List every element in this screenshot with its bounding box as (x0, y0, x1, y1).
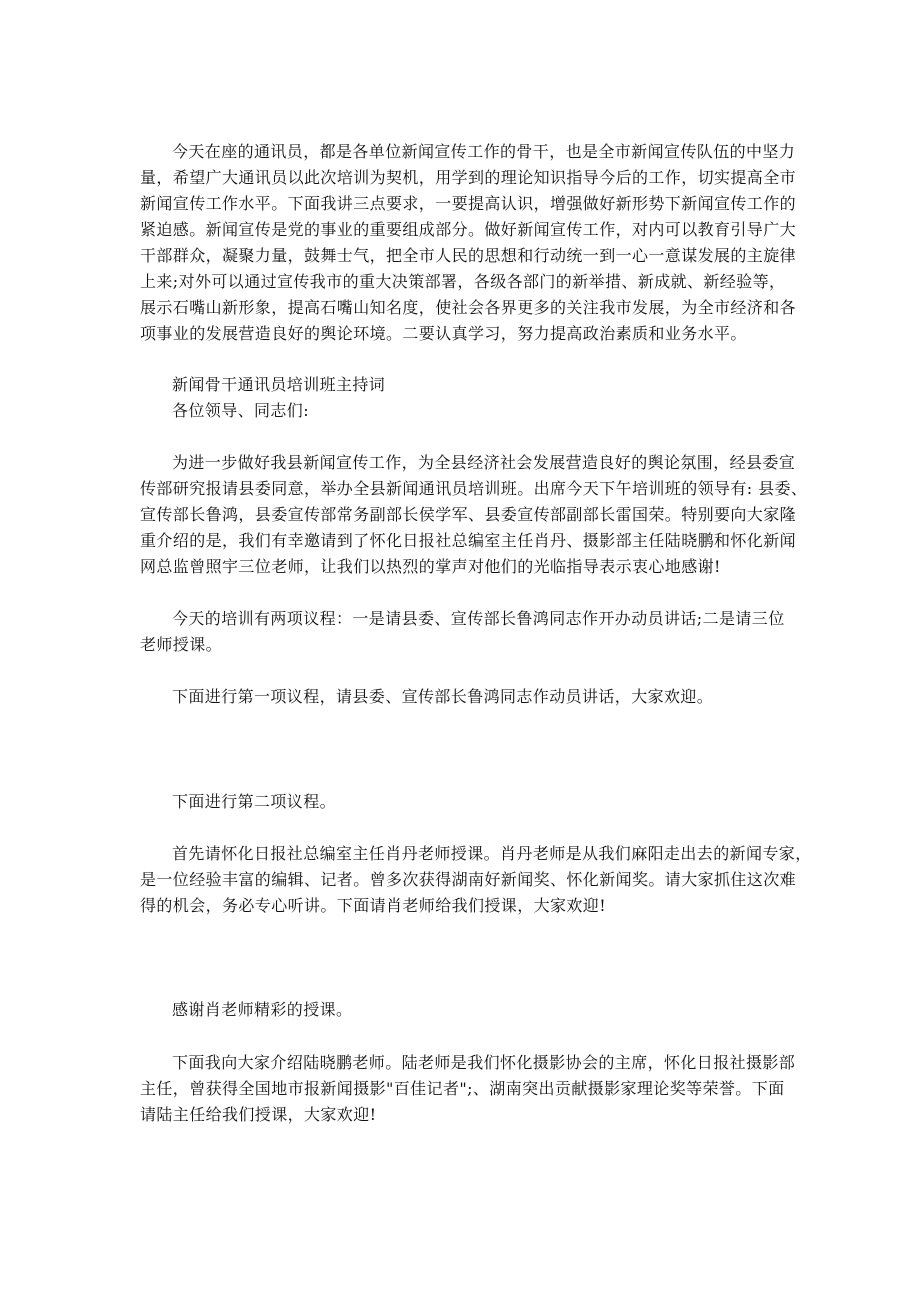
paragraph-2-line-2: 传部研究报请县委同意，举办全县新闻通讯员培训班。出席今天下午培训班的领导有: 县委、 (140, 479, 808, 498)
paragraph-1-line-4: 紧迫感。新闻宣传是党的事业的重要组成部分。做好新闻宣传工作，对内可以教育引导广大 (140, 220, 797, 239)
paragraph-6-line-1: 首先请怀化日报社总编室主任肖丹老师授课。肖丹老师是从我们麻阳走出去的新闻专家， (172, 844, 812, 863)
paragraph-2-line-5: 网总监曾照宇三位老师，让我们以热烈的掌声对他们的光临指导表示衷心地感谢! (140, 557, 721, 576)
paragraph-4: 下面进行第一项议程，请县委、宣传部长鲁鸿同志作动员讲话，大家欢迎。 (172, 687, 714, 706)
document-title: 新闻骨干通讯员培训班主持词 (172, 375, 386, 394)
paragraph-2-line-3: 宣传部长鲁鸿，县委宣传部常务副部长侯学军、县委宣传部副部长雷国荣。特别要向大家隆 (140, 505, 797, 524)
paragraph-1-line-8: 项事业的发展营造良好的舆论环境。二要认真学习，努力提高政治素质和业务水平。 (140, 324, 747, 343)
paragraph-8-line-2: 主任，曾获得全国地市报新闻摄影"百佳记者";、湖南突出贡献摄影家理论奖等荣誉。下面 (140, 1079, 785, 1098)
paragraph-3-line-1: 今天的培训有两项议程：一是请县委、宣传部长鲁鸿同志作开办动员讲话;二是请三位 (172, 609, 785, 628)
paragraph-1-line-7: 展示石嘴山新形象，提高石嘴山知名度，使社会各界更多的关注我市发展，为全市经济和各 (140, 298, 797, 317)
paragraph-3-line-2: 老师授课。 (140, 635, 223, 654)
paragraph-6-line-2: 是一位经验丰富的编辑、记者。曾多次获得湖南好新闻奖、怀化新闻奖。请大家抓住这次难 (140, 870, 797, 889)
paragraph-6-line-3: 得的机会，务必专心听讲。下面请肖老师给我们授课，大家欢迎! (140, 896, 607, 915)
paragraph-5: 下面进行第二项议程。 (172, 792, 337, 811)
paragraph-8-line-3: 请陆主任给我们授课，大家欢迎! (140, 1105, 377, 1124)
paragraph-1-line-2: 量，希望广大通讯员以此次培训为契机，用学到的理论知识指导今后的工作，切实提高全市 (140, 168, 797, 187)
paragraph-1-line-5: 干部群众，凝聚力量，鼓舞士气，把全市人民的思想和行动统一到一心一意谋发展的主旋律 (140, 246, 797, 265)
paragraph-1-line-3: 新闻宣传工作水平。下面我讲三点要求，一要提高认识，增强做好新形势下新闻宣传工作的 (140, 194, 797, 213)
paragraph-7: 感谢肖老师精彩的授课。 (172, 1000, 353, 1019)
paragraph-1-line-6: 上来;对外可以通过宣传我市的重大决策部署，各级各部门的新举措、新成就、新经验等， (140, 272, 786, 291)
greeting: 各位领导、同志们: (172, 401, 309, 420)
paragraph-1-line-1: 今天在座的通讯员，都是各单位新闻宣传工作的骨干，也是全市新闻宣传队伍的中坚力 (172, 142, 796, 161)
paragraph-8-line-1: 下面我向大家介绍陆晓鹏老师。陆老师是我们怀化摄影协会的主席，怀化日报社摄影部 (172, 1053, 796, 1072)
paragraph-2-line-4: 重介绍的是，我们有幸邀请到了怀化日报社总编室主任肖丹、摄影部主任陆晓鹏和怀化新闻 (140, 531, 797, 550)
paragraph-2-line-1: 为进一步做好我县新闻宣传工作，为全县经济社会发展营造良好的舆论氛围，经县委宣 (172, 453, 796, 472)
